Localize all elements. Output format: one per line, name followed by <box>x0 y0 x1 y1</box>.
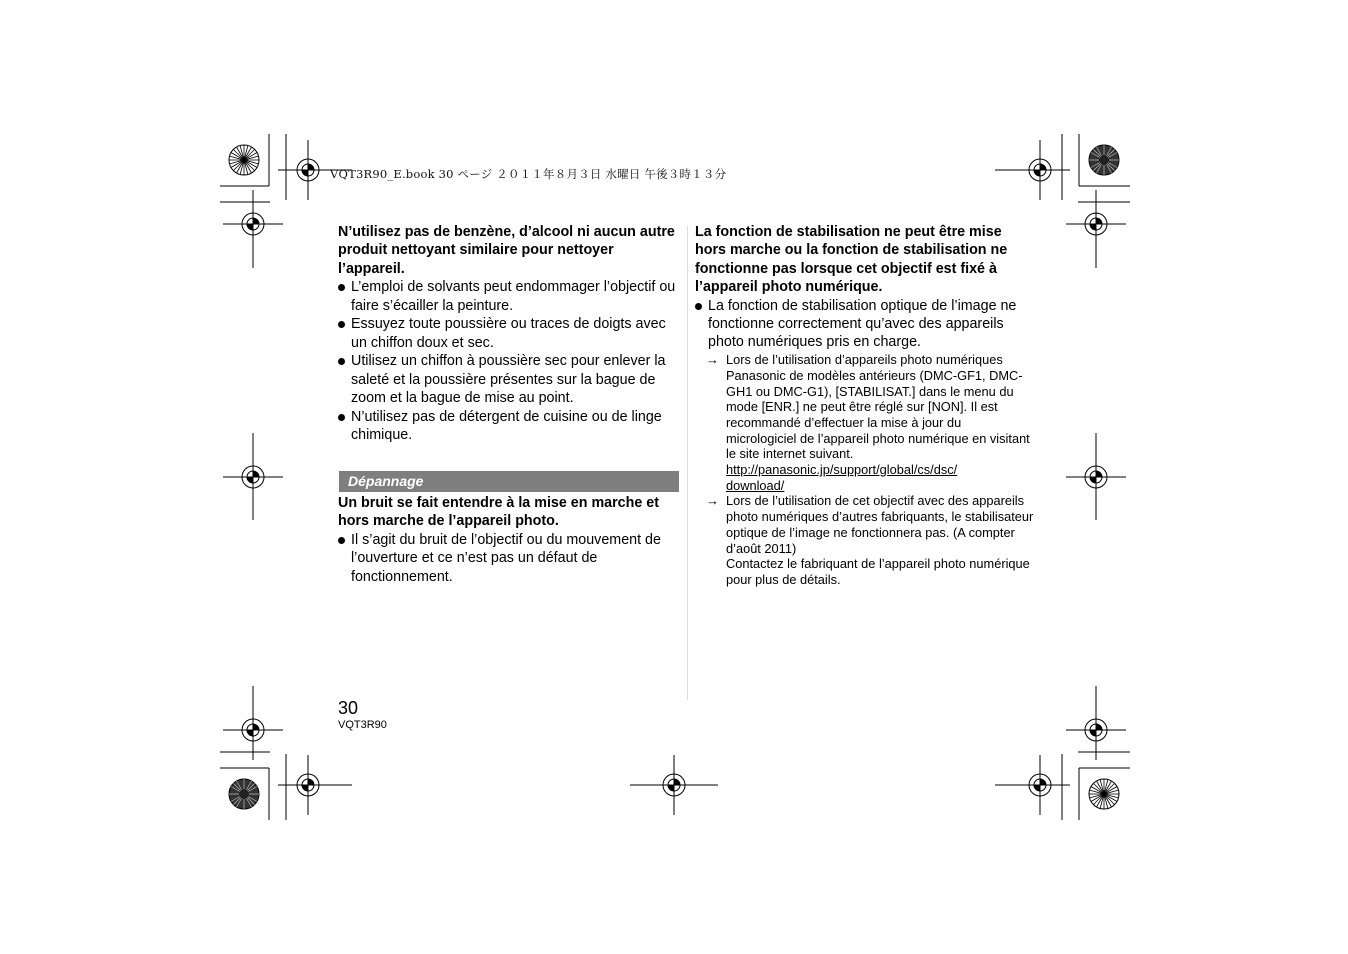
right-column <box>695 223 1035 588</box>
column-divider <box>687 226 688 700</box>
cleaning-bullet-list <box>338 278 682 445</box>
arrow-right-icon: → <box>706 352 719 368</box>
section-title-depannage: Dépannage <box>339 471 679 492</box>
troubleshooting-bullet-list <box>338 531 682 586</box>
color-bar-star-bottom-right <box>1089 779 1119 809</box>
note-text: Lors de l’utilisation d’appareils photo numériques Panasonic de modèles antérieurs (DMC-GF1, DMC-GH1 ou DMC-G1), [STABILISAT.] dans le menu du mode [ENR.] ne peut être réglé sur [NON]. Il est recommandé d’effectuer la mise à jour du micrologiciel de l’appareil photo numérique en visitant le site internet suivant. <box>726 352 1030 462</box>
bullet-icon <box>338 414 345 421</box>
arrow-right-icon: → <box>706 493 719 509</box>
left-column <box>338 223 682 445</box>
cleaning-heading: N’utilisez pas de benzène, d’alcool ni aucun autre produit nettoyant similaire pour nettoyer l’appareil. <box>338 224 675 277</box>
stabilisation-heading: La fonction de stabilisation ne peut être mise hors marche ou la fonction de stabilisation ne fonctionne pas lorsque cet objectif est fixé à l’appareil photo numérique. <box>695 224 1008 296</box>
list-item: La fonction de stabilisation optique de l’image ne fonctionne correctement qu’avec des appareils photo numériques pris en charge. <box>695 297 1035 352</box>
print-job-header: VQT3R90_E.book 30 ページ ２０１１年８月３日 水曜日 午後３時１３分 <box>330 167 727 181</box>
bullet-icon <box>338 537 345 544</box>
note-item <box>695 493 1035 587</box>
bullet-icon <box>695 303 702 310</box>
bullet-icon <box>338 358 345 365</box>
stabilisation-bullet-list <box>695 297 1035 352</box>
list-item: Essuyez toute poussière ou traces de doigts avec un chiffon doux et sec. <box>338 315 682 352</box>
list-item: Il s’agit du bruit de l’objectif ou du mouvement de l’ouverture et ce n’est pas un défaut de fonctionnement. <box>338 531 682 586</box>
page-number: 30 <box>338 698 359 718</box>
list-item: N’utilisez pas de détergent de cuisine ou de linge chimique. <box>338 408 682 445</box>
bullet-icon <box>338 284 345 291</box>
list-item: L’emploi de solvants peut endommager l’objectif ou faire s’écailler la peinture. <box>338 278 682 315</box>
stabilisation-notes <box>695 352 1035 588</box>
note-text-contact: Contactez le fabriquant de l’appareil photo numérique pour plus de détails. <box>726 556 1030 587</box>
list-item: Utilisez un chiffon à poussière sec pour enlever la saleté et la poussière présentes sur la bague de zoom et la bague de mise au point. <box>338 352 682 407</box>
color-bar-star-top-right <box>1089 145 1119 175</box>
color-bar-star-top-left <box>229 145 259 175</box>
troubleshooting-block <box>338 494 682 586</box>
note-item <box>695 352 1035 493</box>
note-text: Lors de l’utilisation de cet objectif avec des appareils photo numériques d’autres fabriquants, le stabilisateur optique de l’image ne fonctionnera pas. (A compter d’août 2011) <box>726 493 1034 556</box>
color-bar-star-bottom-left <box>229 779 259 809</box>
model-code: VQT3R90 <box>338 719 387 731</box>
troubleshooting-heading: Un bruit se fait entendre à la mise en marche et hors marche de l’appareil photo. <box>338 495 659 530</box>
support-link[interactable]: http://panasonic.jp/support/global/cs/dsc/ download/ <box>726 462 958 493</box>
bullet-icon <box>338 321 345 328</box>
